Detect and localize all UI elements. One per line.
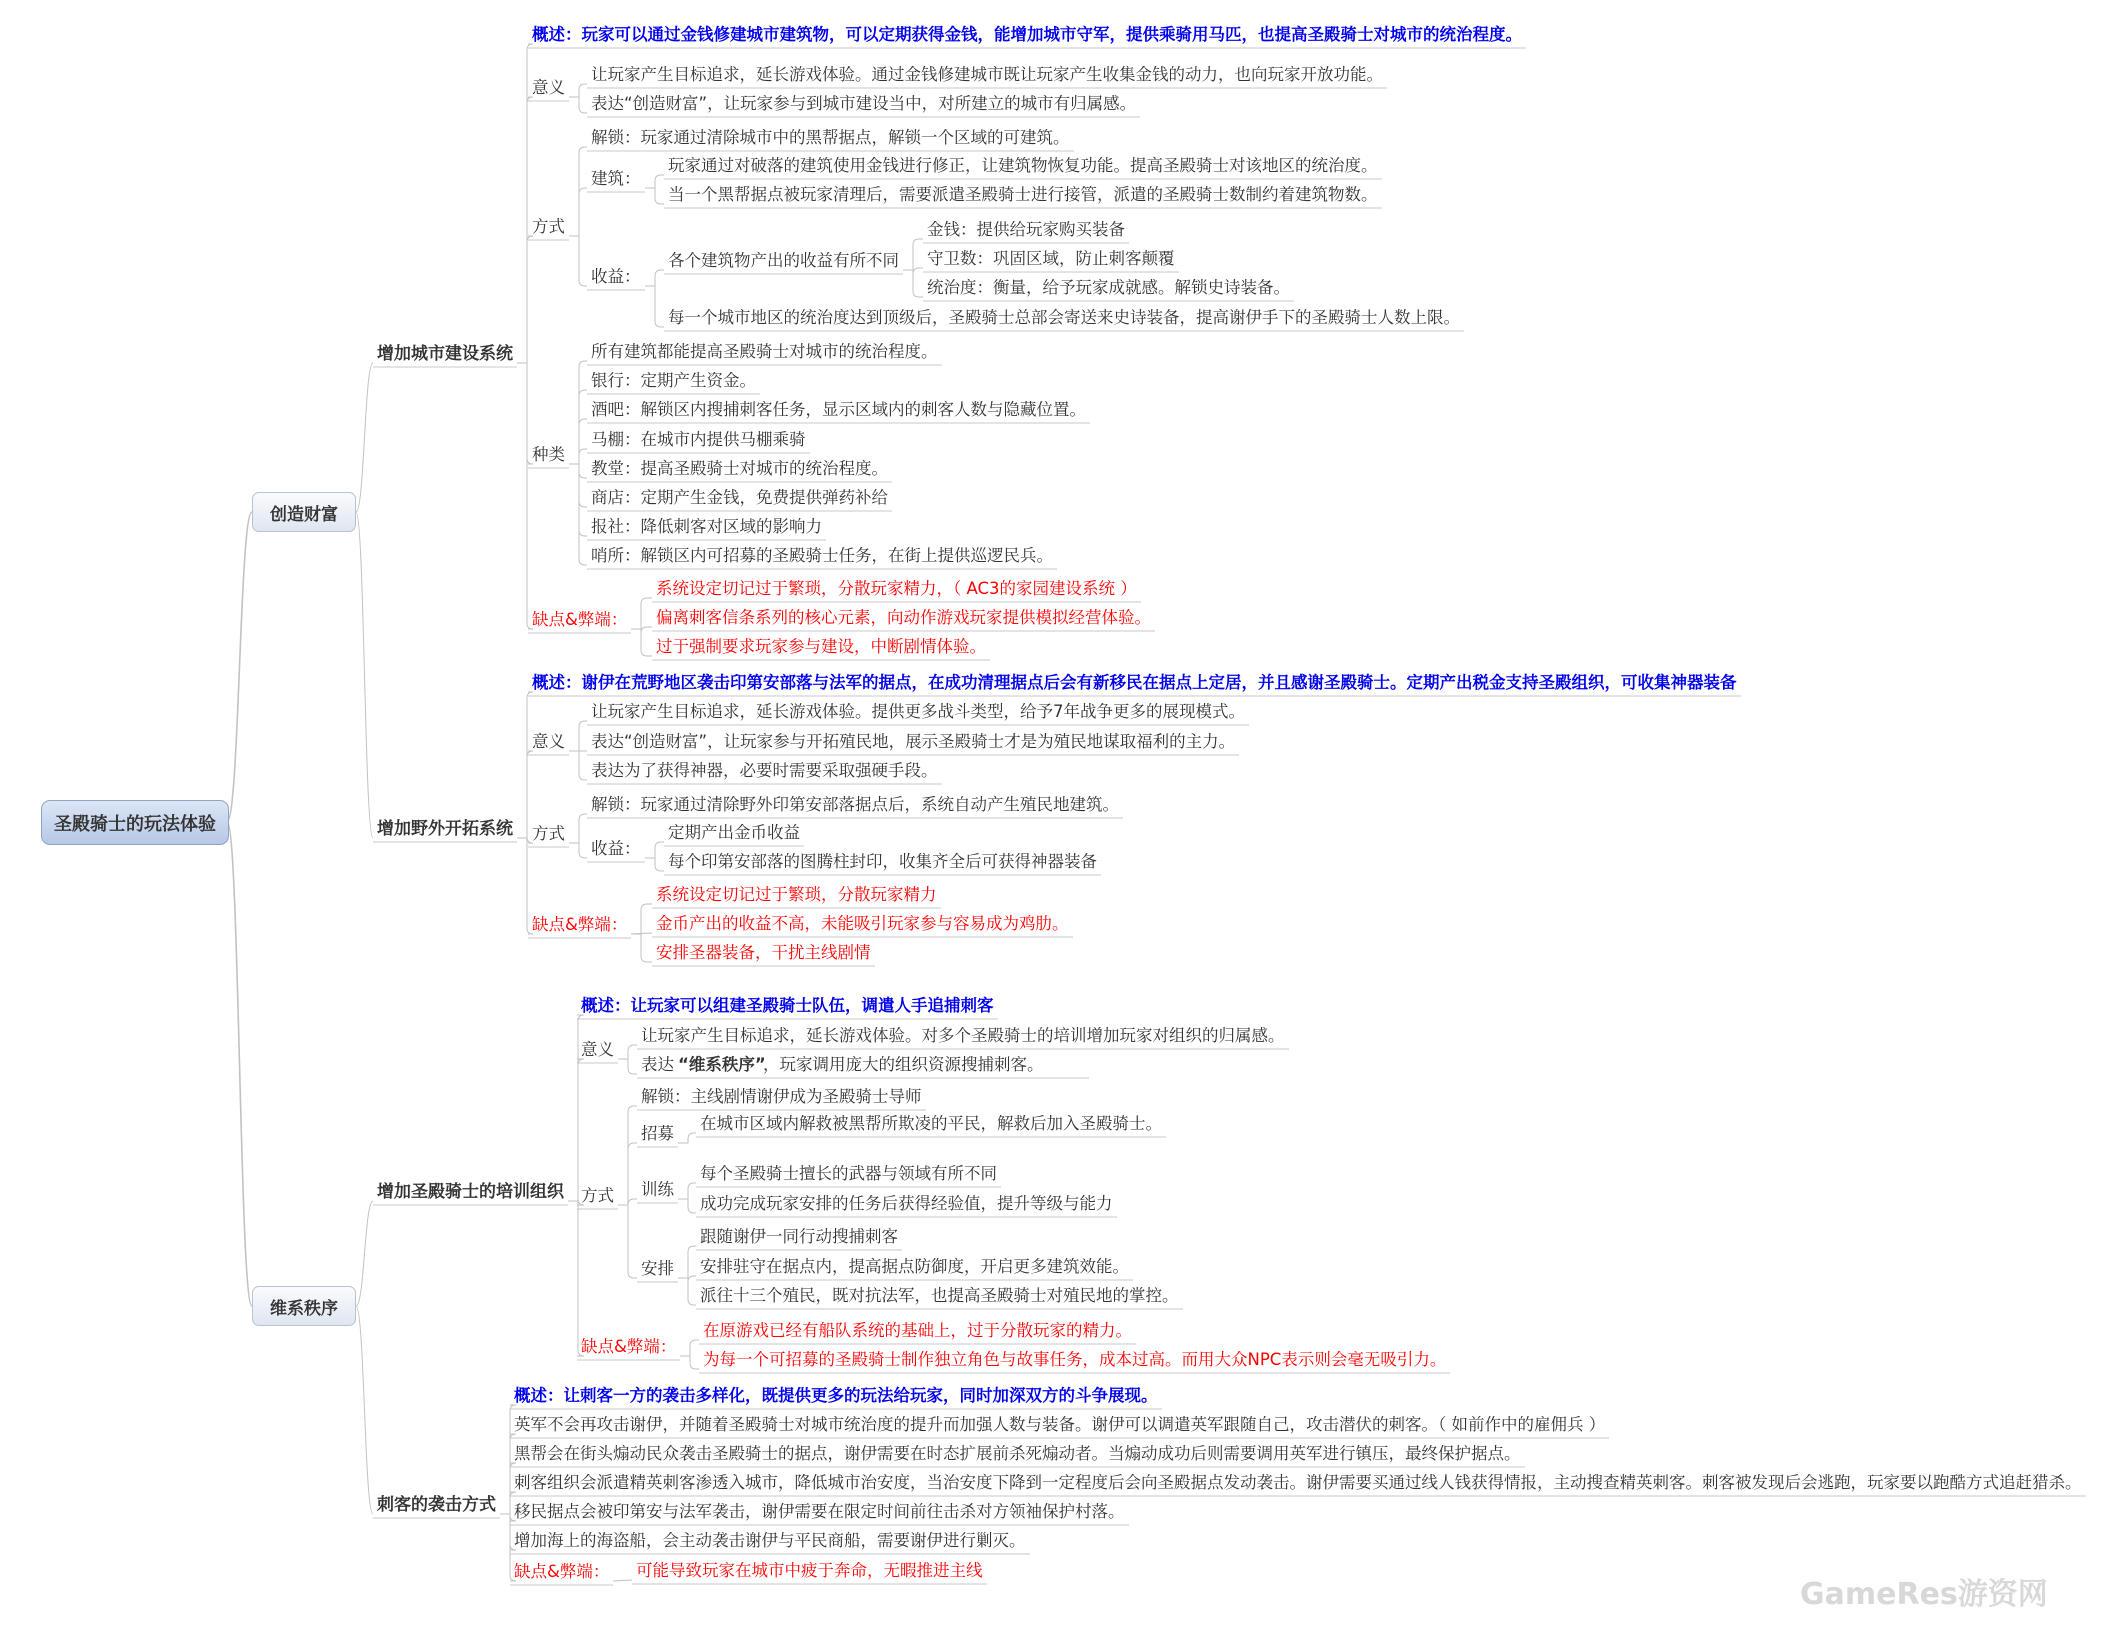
node-s1k4[interactable]: 马棚：在城市内提供马棚乘骑 <box>591 430 806 449</box>
connector <box>631 598 652 629</box>
connector <box>569 188 587 236</box>
node-c4[interactable]: 刺客的袭击方式 <box>377 1495 496 1515</box>
connector <box>568 1201 584 1356</box>
connector <box>678 1246 696 1278</box>
connector <box>227 822 252 1307</box>
node-s3f42[interactable]: 安排驻守在据点内，提高据点防御度，开启更多建筑效能。 <box>700 1257 1129 1276</box>
connector <box>569 97 587 113</box>
connector <box>517 838 533 934</box>
node-s1f[interactable]: 方式 <box>532 217 565 236</box>
connector <box>569 390 587 464</box>
node-s3f[interactable]: 方式 <box>581 1186 614 1205</box>
connector <box>569 751 587 780</box>
node-s2d2[interactable]: 金币产出的收益不高，未能吸引玩家参与容易成为鸡肋。 <box>656 914 1069 933</box>
node-s1f3[interactable]: 收益： <box>591 267 641 286</box>
node-s3f41[interactable]: 跟随谢伊一同行动搜捕刺客 <box>700 1227 898 1246</box>
node-s45[interactable]: 增加海上的海盗船，会主动袭击谢伊与平民商船，需要谢伊进行剿灭。 <box>514 1531 1026 1550</box>
node-s1d1[interactable]: 系统设定切记过于繁琐，分散玩家精力，（ AC3的家园建设系统 ） <box>656 579 1137 598</box>
node-s1[interactable]: 概述：玩家可以通过金钱修建城市建筑物，可以定期获得金钱，能增加城市守军，提供乘骑用马匹，也提高圣殿骑士对城市的统治程度。 <box>532 25 1522 44</box>
connector <box>356 512 373 838</box>
connector <box>613 1580 632 1581</box>
node-s2y3[interactable]: 表达为了获得神器，必要时需要采取强硬手段。 <box>591 761 938 780</box>
connector <box>227 512 252 822</box>
node-s2f2[interactable]: 收益： <box>591 839 641 858</box>
connector <box>569 464 587 507</box>
node-s41[interactable]: 英军不会再攻击谢伊，并随着圣殿骑士对城市统治度的提升而加强人数与装备。谢伊可以调遣英军跟随自己，攻击潜伏的刺客。（ 如前作中的雇佣兵 ） <box>514 1415 1606 1434</box>
connector <box>569 721 587 751</box>
connector <box>517 44 533 363</box>
node-s1k[interactable]: 种类 <box>532 445 565 464</box>
node-s3d[interactable]: 缺点&弊端： <box>581 1337 677 1356</box>
connector <box>569 236 587 286</box>
node-s4d[interactable]: 缺点&弊端： <box>514 1562 610 1581</box>
node-s3d2[interactable]: 为每一个可招募的圣殿骑士制作独立角色与故事任务，成本过高。而用大众NPC表示则会毫无吸引力。 <box>703 1350 1447 1369</box>
connector <box>631 934 652 962</box>
connector <box>569 449 587 464</box>
connector <box>631 629 652 656</box>
connector <box>569 843 587 858</box>
connector <box>645 270 664 286</box>
node-s3y2a[interactable]: 表达 <box>641 1055 674 1074</box>
connector <box>618 1045 637 1059</box>
node-s1f22[interactable]: 当一个黑帮据点被玩家清理后，需要派遣圣殿骑士进行接管，派遣的圣殿骑士数制约着建筑物数。 <box>668 185 1378 204</box>
node-s3f31[interactable]: 每个圣殿骑士擅长的武器与领域有所不同 <box>700 1164 997 1183</box>
node-s3y[interactable]: 意义 <box>581 1040 614 1059</box>
connector <box>517 363 533 629</box>
node-s2d[interactable]: 缺点&弊端： <box>532 915 628 934</box>
node-s3f3[interactable]: 训练 <box>641 1180 674 1199</box>
connector <box>680 1340 699 1356</box>
node-s1k5[interactable]: 教堂：提高圣殿骑士对城市的统治程度。 <box>591 459 888 478</box>
connector <box>678 1276 696 1282</box>
connector <box>645 858 664 871</box>
connector <box>569 147 587 236</box>
connector <box>569 84 587 97</box>
node-s1y2[interactable]: 表达“创造财富”，让玩家参与到城市建设当中，对所建立的城市有归属感。 <box>591 94 1137 113</box>
node-s2y1[interactable]: 让玩家产生目标追求，延长游戏体验。提供更多战斗类型，给予7年战争更多的展现模式。 <box>591 702 1245 721</box>
connector <box>645 842 664 858</box>
connector <box>517 363 533 464</box>
node-c1[interactable]: 增加城市建设系统 <box>377 344 513 364</box>
connector <box>618 1059 637 1074</box>
connector <box>356 1306 373 1514</box>
connector <box>618 1143 637 1205</box>
node-s3y1[interactable]: 让玩家产生目标追求，延长游戏体验。对多个圣殿骑士的培训增加玩家对组织的归属感。 <box>641 1026 1285 1045</box>
node-s2d1[interactable]: 系统设定切记过于繁琐，分散玩家精力 <box>656 885 937 904</box>
connector <box>569 464 587 536</box>
node-s1f312[interactable]: 守卫数：巩固区域，防止刺客颠覆 <box>927 249 1175 268</box>
node-s2d3[interactable]: 安排圣器装备，干扰主线剧情 <box>656 943 871 962</box>
node-s3f21[interactable]: 在城市区域内解救被黑帮所欺凌的平民，解救后加入圣殿骑士。 <box>700 1114 1162 1133</box>
node-s1f1[interactable]: 解锁：玩家通过清除城市中的黑帮据点，解锁一个区域的可建筑。 <box>591 128 1070 147</box>
node-s2[interactable]: 概述：谢伊在荒野地区袭击印第安部落与法军的据点，在成功清理据点后会有新移民在据点上定居，并且感谢圣殿骑士。定期产出税金支持圣殿组织，可收集神器装备 <box>532 673 1737 692</box>
node-s3f32[interactable]: 成功完成玩家安排的任务后获得经验值，提升等级与能力 <box>700 1194 1113 1213</box>
connector <box>517 97 533 363</box>
node-s2y[interactable]: 意义 <box>532 732 565 751</box>
connector <box>645 175 664 188</box>
node-s1f2[interactable]: 建筑： <box>591 169 641 188</box>
node-s1y[interactable]: 意义 <box>532 78 565 97</box>
node-s1f32[interactable]: 每一个城市地区的统治度达到顶级后，圣殿骑士总部会寄送来史诗装备，提高谢伊手下的圣殿骑士人数上限。 <box>668 308 1460 327</box>
node-s3f43[interactable]: 派往十三个殖民，既对抗法军，也提高圣殿骑士对殖民地的掌控。 <box>700 1286 1179 1305</box>
node-s1k6[interactable]: 商店：定期产生金钱，免费提供弹药补给 <box>591 488 888 507</box>
connector <box>569 464 587 565</box>
node-s2f1[interactable]: 解锁：玩家通过清除野外印第安部落据点后，系统自动产生殖民地建筑。 <box>591 795 1119 814</box>
connector <box>645 286 664 327</box>
node-s3y2b[interactable]: “维系秩序” <box>678 1055 766 1074</box>
node-b1[interactable]: 创造财富 <box>252 492 356 532</box>
connector <box>569 464 587 478</box>
node-s42[interactable]: 黑帮会在街头煽动民众袭击圣殿骑士的据点，谢伊需要在时态扩展前杀死煽动者。当煽动成功后则需要调用英军进行镇压，最终保护据点。 <box>514 1444 1521 1463</box>
node-s1d[interactable]: 缺点&弊端： <box>532 610 628 629</box>
node-s43[interactable]: 刺客组织会派遣精英刺客渗透入城市，降低城市治安度，当治安度下降到一定程度后会向圣殿据点发动袭击。谢伊需要买通过线人钱获得情报，主动搜查精英刺客。刺客被发现后会逃跑，玩家要以跑酷方式追赶猎杀。 <box>514 1473 2082 1492</box>
root-node[interactable]: 圣殿骑士的玩法体验 <box>41 800 229 845</box>
connector <box>569 419 587 464</box>
node-s3[interactable]: 概述：让玩家可以组建圣殿骑士队伍，调遣人手追捕刺客 <box>581 996 994 1015</box>
connector <box>569 814 587 843</box>
node-s2f22[interactable]: 每个印第安部落的图腾柱封印，收集齐全后可获得神器装备 <box>668 852 1097 871</box>
connector <box>645 188 664 204</box>
node-b2[interactable]: 维系秩序 <box>252 1286 356 1326</box>
node-s3f4[interactable]: 安排 <box>641 1259 674 1278</box>
watermark: GameRes游资网 <box>1800 1577 2048 1612</box>
connector <box>678 1133 696 1143</box>
connector <box>517 236 533 363</box>
node-s3y2c[interactable]: ，玩家调用庞大的组织资源搜捕刺客。 <box>763 1055 1044 1074</box>
connector <box>356 363 373 512</box>
connector <box>680 1356 699 1369</box>
node-s3f1[interactable]: 解锁：主线剧情谢伊成为圣殿骑士导师 <box>641 1087 922 1106</box>
node-s4d1[interactable]: 可能导致玩家在城市中疲于奔命，无暇推进主线 <box>636 1561 983 1580</box>
connector <box>903 239 923 270</box>
connector <box>568 1059 584 1201</box>
node-s1k1[interactable]: 所有建筑都能提高圣殿骑士对城市的统治程度。 <box>591 342 938 361</box>
node-c2[interactable]: 增加野外开拓系统 <box>377 819 513 839</box>
node-c3[interactable]: 增加圣殿骑士的培训组织 <box>377 1182 564 1202</box>
node-s2y2[interactable]: 表达“创造财富”，让玩家参与开拓殖民地，展示圣殿骑士才是为殖民地谋取福利的主力。 <box>591 732 1236 751</box>
connector <box>356 1201 373 1306</box>
node-s3f2[interactable]: 招募 <box>641 1124 674 1143</box>
connector <box>618 1205 637 1278</box>
node-s44[interactable]: 移民据点会被印第安与法军袭击，谢伊需要在限定时间前往击杀对方领袖保护村落。 <box>514 1502 1125 1521</box>
connector <box>678 1278 696 1305</box>
connector <box>631 904 652 934</box>
node-s2f[interactable]: 方式 <box>532 824 565 843</box>
node-s1f313[interactable]: 统治度：衡量，给予玩家成就感。解锁史诗装备。 <box>927 278 1290 297</box>
node-s1k3[interactable]: 酒吧：解锁区内搜捕刺客任务，显示区域内的刺客人数与隐藏位置。 <box>591 400 1086 419</box>
node-s1k8[interactable]: 哨所：解锁区内可招募的圣殿骑士任务，在街上提供巡逻民兵。 <box>591 546 1053 565</box>
node-s1d3[interactable]: 过于强制要求玩家参与建设，中断剧情体验。 <box>656 637 986 656</box>
node-s1f21[interactable]: 玩家通过对破落的建筑使用金钱进行修正，让建筑物恢复功能。提高圣殿骑士对该地区的统治度。 <box>668 156 1378 175</box>
connector <box>678 1199 696 1213</box>
node-s1f311[interactable]: 金钱：提供给玩家购买装备 <box>927 220 1125 239</box>
connector <box>903 270 923 297</box>
node-s1f31[interactable]: 各个建筑物产出的收益有所不同 <box>668 251 899 270</box>
connector <box>678 1183 696 1199</box>
node-s1y1[interactable]: 让玩家产生目标追求，延长游戏体验。通过金钱修建城市既让玩家产生收集金钱的动力，也向玩家开放功能。 <box>591 65 1383 84</box>
connector <box>517 692 533 838</box>
node-s1d2[interactable]: 偏离刺客信条系列的核心元素，向动作游戏玩家提供模拟经营体验。 <box>656 608 1151 627</box>
node-s2f21[interactable]: 定期产出金币收益 <box>668 823 800 842</box>
node-s3d1[interactable]: 在原游戏已经有船队系统的基础上，过于分散玩家的精力。 <box>703 1321 1132 1340</box>
node-s1k7[interactable]: 报社：降低刺客对区域的影响力 <box>591 517 822 536</box>
node-s4[interactable]: 概述：让刺客一方的袭击多样化，既提供更多的玩法给玩家，同时加深双方的斗争展现。 <box>514 1386 1158 1405</box>
connector <box>517 751 533 838</box>
node-s1k2[interactable]: 银行：定期产生资金。 <box>591 371 756 390</box>
